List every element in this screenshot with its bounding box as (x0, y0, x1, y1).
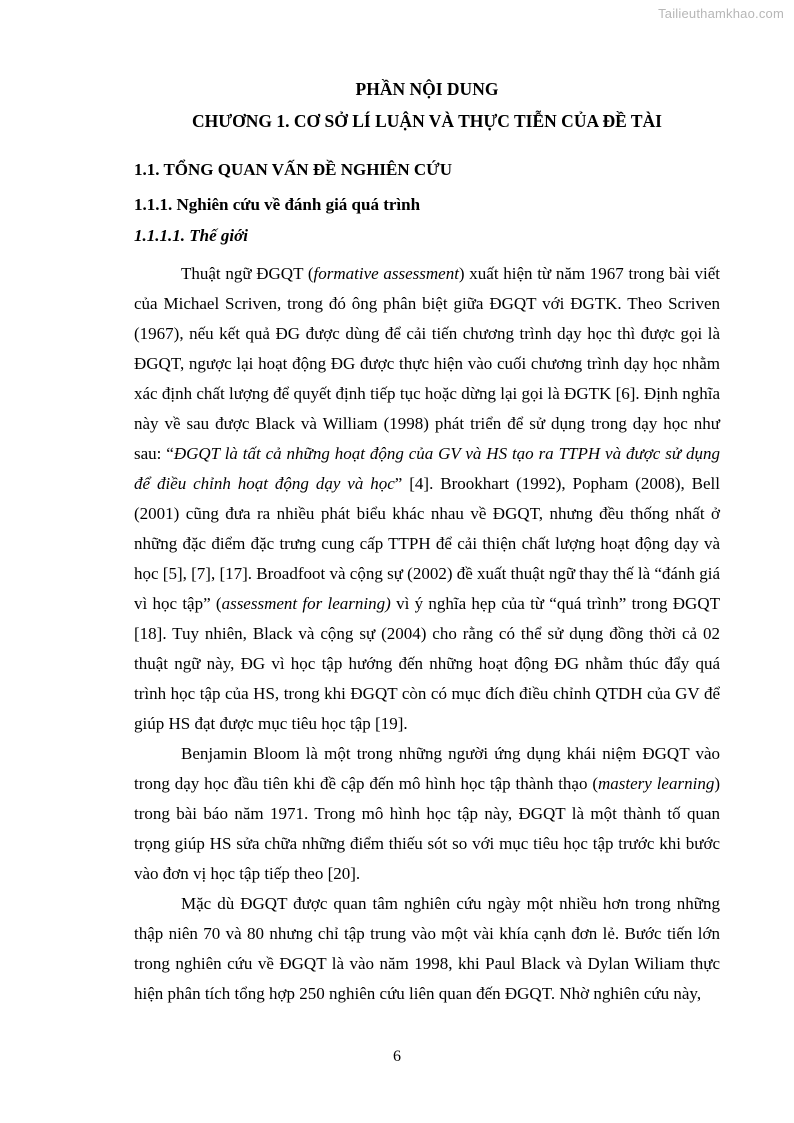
paragraph-2-part-a: Benjamin Bloom là một trong những người ứng dụng khái niệm ĐGQT vào trong dạy học đầu tiên khi đề cập đến mô hình học tập thành thạo ( (134, 744, 720, 793)
section-heading-1-1-1: 1.1.1. Nghiên cứu về đánh giá quá trình (134, 195, 421, 214)
paragraph-1-part-e: ” [4]. Brookhart (1992), Popham (2008), Bell (2001) cũng đưa ra nhiều phát biểu khác nhau về ĐGQT, nhưng đều thống nhất ở những đặc điểm đặc trưng cung cấp TTPH để cải thiện chất lượng hoạt động dạy và học [5], [7], [17]. Broadfoot và cộng sự (2002) đề xuất thuật ngữ thay thế là “đánh giá vì học tập” ( (134, 474, 720, 613)
watermark-text: Tailieuthamkhao.com (658, 6, 784, 21)
paragraph-1 (134, 259, 720, 739)
paragraph-1-part-g: vì ý nghĩa hẹp của từ “quá trình” trong ĐGQT [18]. Tuy nhiên, Black và cộng sự (2004) cho rằng có thể sử dụng đồng thời cả 02 thuật ngữ này, ĐG vì học tập hướng đến những hoạt động ĐG nhằm thúc đẩy quá trình học tập của HS, trong khi ĐGQT còn có mục đích điều chỉnh QTDH của GV để giúp HS đạt được mục tiêu học tập [19]. (134, 594, 720, 733)
paragraph-1-term-formative: formative assessment (313, 264, 459, 283)
paragraph-2-part-c: ) trong bài báo năm 1971. Trong mô hình học tập này, ĐGQT là một thành tố quan trọng giúp HS sửa chữa những điểm thiếu sót so với mục tiêu học tập trước khi bước vào đơn vị học tập tiếp theo [20]. (134, 774, 720, 883)
section-heading-1-1-1-1: 1.1.1.1. Thế giới (134, 226, 248, 245)
paragraph-2-term-mastery: mastery learning (598, 774, 715, 793)
paragraph-3: Mặc dù ĐGQT được quan tâm nghiên cứu ngày một nhiều hơn trong những thập niên 70 và 80 nhưng chỉ tập trung vào một vài khía cạnh đơn lẻ. Bước tiến lớn trong nghiên cứu về ĐGQT là vào năm 1998, khi Paul Black và Dylan Wiliam thực hiện phân tích tổng hợp 250 nghiên cứu liên quan đến ĐGQT. Nhờ nghiên cứu này, (134, 894, 720, 1003)
paragraph-2 (134, 739, 720, 889)
part-title: PHẦN NỘI DUNG (355, 79, 499, 99)
page-number: 6 (393, 1048, 401, 1065)
paragraph-1-term-afl: assessment for learning) (221, 594, 391, 613)
chapter-title: CHƯƠNG 1. CƠ SỞ LÍ LUẬN VÀ THỰC TIỄN CỦA ĐỀ TÀI (192, 111, 662, 131)
paragraph-1-part-c: ) xuất hiện từ năm 1967 trong bài viết của Michael Scriven, trong đó ông phân biệt giữa ĐGQT với ĐGTK. Theo Scriven (1967), nếu kết quả ĐG được dùng để cải tiến chương trình dạy học thì được gọi là ĐGQT, ngược lại hoạt động ĐG được thực hiện vào cuối chương trình dạy học nhằm xác định chất lượng để quyết định tiếp tục hoặc dừng lại gọi là ĐGTK [6]. Định nghĩa này về sau được Black và William (1998) phát triển để sử dụng trong dạy học như sau: “ (134, 264, 720, 463)
section-heading-1-1: 1.1. TỔNG QUAN VẤN ĐỀ NGHIÊN CỨU (134, 160, 452, 179)
document-page (134, 72, 720, 1009)
paragraph-1-definition-quote: ĐGQT là tất cả những hoạt động của GV và HS tạo ra TTPH và được sử dụng để điều chỉnh hoạt động dạy và học (134, 444, 720, 493)
paragraph-1-part-a: Thuật ngữ ĐGQT ( (181, 264, 314, 283)
